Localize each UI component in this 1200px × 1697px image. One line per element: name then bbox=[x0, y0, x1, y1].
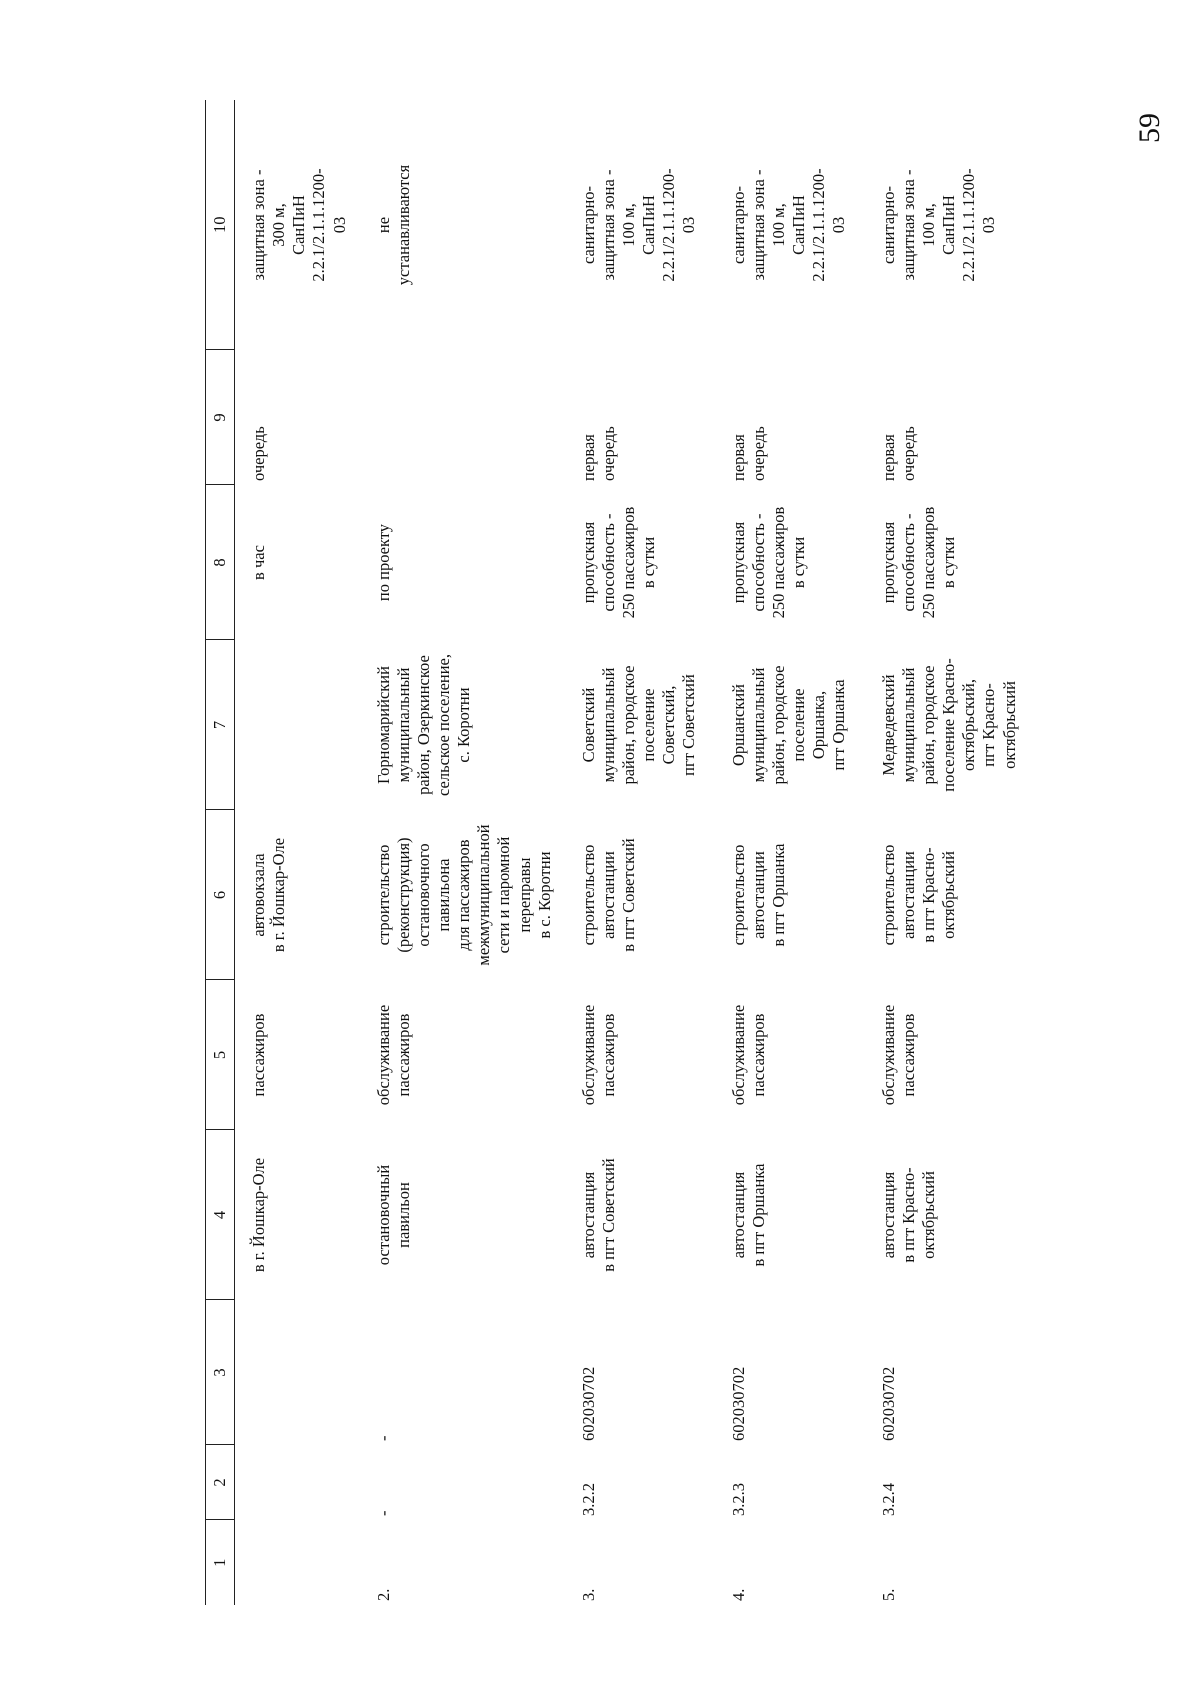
table-row bbox=[715, 100, 865, 1605]
table-cell-col-3: - bbox=[373, 1435, 393, 1441]
table-cell-col-6: автовокзала в г. Йошкар-Оле bbox=[249, 837, 289, 953]
table-row bbox=[235, 100, 360, 1605]
table-cell-col-5: обслуживание пассажиров bbox=[578, 1004, 618, 1106]
header-cell-7: 7 bbox=[206, 640, 235, 810]
data-table bbox=[205, 100, 1045, 1605]
table-cell-col-6: строительство автостанции в пгт Оршанка bbox=[728, 843, 788, 947]
table-cell-col-6: строительство автостанции в пгт Советский bbox=[578, 838, 638, 952]
header-cell-8: 8 bbox=[206, 485, 235, 640]
header-cell-4: 4 bbox=[206, 1130, 235, 1300]
table-cell-col-8: пропускная способность - 250 пассажиров в сутки bbox=[728, 506, 809, 619]
header-row bbox=[206, 100, 235, 1605]
table-cell-col-1: 5. bbox=[878, 1588, 898, 1601]
header-cell-3: 3 bbox=[206, 1300, 235, 1445]
table-cell-col-10: санитарно- защитная зона - 100 м, СанПиН 2.2.1/2.1.1.1200- 03 bbox=[728, 168, 849, 282]
table-cell-col-2: 3.2.4 bbox=[878, 1483, 898, 1516]
table-cell-col-1: 3. bbox=[578, 1588, 598, 1601]
table-cell-col-7: Медведевский муниципальный район, городское поселение Красно- октябрьский, пгт Красно- октябрьский bbox=[878, 658, 1019, 792]
table-cell-col-9: очередь bbox=[249, 426, 268, 481]
table-cell-col-1: 2. bbox=[373, 1588, 393, 1601]
table-cell-col-10: санитарно- защитная зона - 100 м, СанПиН 2.2.1/2.1.1.1200- 03 bbox=[878, 168, 999, 282]
table-cell-col-4: автостанция в пгт Оршанка bbox=[728, 1163, 768, 1267]
table-cell-col-2 bbox=[235, 1445, 360, 1520]
table-cell-col-7 bbox=[235, 640, 360, 810]
table-cell-col-4: остановочный павильон bbox=[373, 1164, 413, 1266]
page-number: 59 bbox=[1133, 113, 1166, 143]
table-cell-col-8: по проекту bbox=[373, 523, 393, 602]
table-cell-col-2: 3.2.2 bbox=[578, 1483, 598, 1516]
table-cell-col-1 bbox=[235, 1520, 360, 1605]
header-cell-9: 9 bbox=[206, 350, 235, 485]
table-cell-col-1: 4. bbox=[728, 1588, 748, 1601]
table-cell-col-8: пропускная способность - 250 пассажиров в сутки bbox=[878, 506, 959, 619]
rotated-table-wrapper bbox=[205, 100, 1019, 1605]
table-cell-col-5: обслуживание пассажиров bbox=[373, 1004, 413, 1106]
table-cell-col-4: автостанция в пгт Красно- октябрьский bbox=[878, 1167, 938, 1263]
table-cell-col-4: автостанция в пгт Советский bbox=[578, 1158, 618, 1272]
table-cell-col-9 bbox=[360, 350, 565, 485]
table-cell-col-8: в час bbox=[249, 545, 268, 580]
header-cell-10: 10 bbox=[206, 100, 235, 350]
header-cell-1: 1 bbox=[206, 1520, 235, 1605]
table-cell-col-5: пассажиров bbox=[249, 1013, 268, 1097]
table-cell-col-4: в г. Йошкар-Оле bbox=[249, 1157, 268, 1273]
table-cell-col-8: пропускная способность - 250 пассажиров в сутки bbox=[578, 506, 659, 619]
table-cell-col-5: обслуживание пассажиров bbox=[728, 1004, 768, 1106]
table-cell-col-9: первая очередь bbox=[878, 426, 918, 481]
table-cell-col-6: строительство автостанции в пгт Красно- октябрьский bbox=[878, 844, 959, 946]
table-cell-col-9: первая очередь bbox=[728, 426, 768, 481]
header-cell-5: 5 bbox=[206, 980, 235, 1130]
table-cell-col-7: Горномарийский муниципальный район, Озеркинское сельское поселение, с. Коротни bbox=[373, 654, 474, 797]
table-cell-col-10: защитная зона - 300 м, СанПиН 2.2.1/2.1.1.1200- 03 bbox=[249, 168, 349, 282]
table-cell-col-2: 3.2.3 bbox=[728, 1483, 748, 1516]
table-cell-col-7: Оршанский муниципальный район, городское поселение Оршанка, пгт Оршанка bbox=[728, 665, 849, 785]
table-row bbox=[565, 100, 715, 1605]
table-cell-col-9: первая очередь bbox=[578, 426, 618, 481]
table-cell-col-6: строительство (реконструкция) остановочного павильона для пассажиров межмуниципальной сети и паромной переправы в с. Коротни bbox=[373, 824, 554, 966]
table-row bbox=[865, 100, 1045, 1605]
table-cell-col-7: Советский муниципальный район, городское поселение Советский, пгт Советский bbox=[578, 665, 699, 785]
header-cell-2: 2 bbox=[206, 1445, 235, 1520]
header-cell-6: 6 bbox=[206, 810, 235, 980]
table-cell-col-3 bbox=[235, 1300, 360, 1445]
table-cell-col-3: 602030702 bbox=[578, 1366, 598, 1441]
table-cell-col-3: 602030702 bbox=[878, 1366, 898, 1441]
table-cell-col-3: 602030702 bbox=[728, 1366, 748, 1441]
table-cell-col-10: санитарно- защитная зона - 100 м, СанПиН 2.2.1/2.1.1.1200- 03 bbox=[578, 168, 699, 282]
table-row bbox=[360, 100, 565, 1605]
table-cell-col-2: - bbox=[373, 1510, 393, 1516]
table-cell-col-5: обслуживание пассажиров bbox=[878, 1004, 918, 1106]
table-cell-col-10: не устанавливаются bbox=[373, 164, 413, 286]
